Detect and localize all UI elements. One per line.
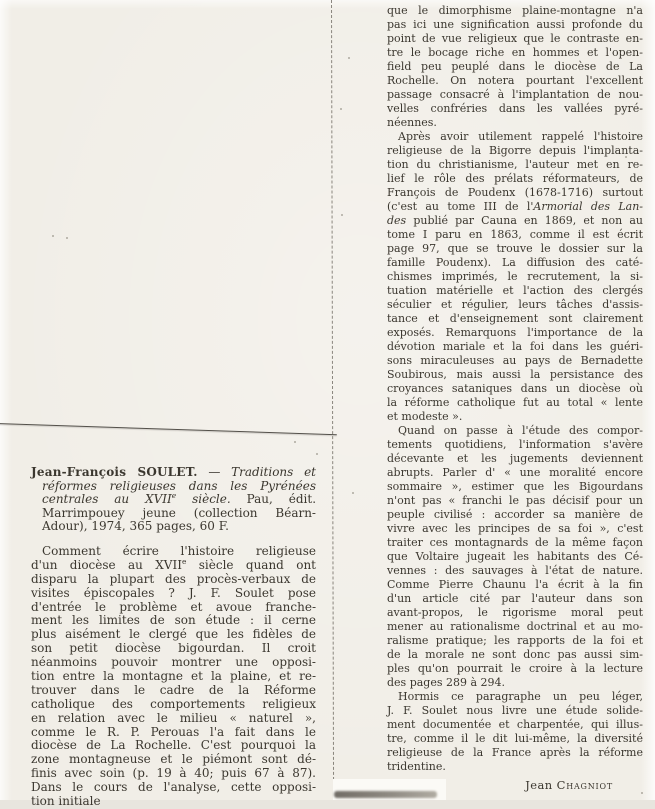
scan-speck — [316, 453, 318, 455]
left-column-body — [31, 545, 316, 809]
text-line: traiter ces montagnards de la même façon — [387, 536, 643, 549]
signature-last-name: Chagniot — [556, 778, 613, 792]
text-line: passage consacré à l'implantation de nou- — [387, 88, 643, 101]
right-column — [387, 4, 643, 792]
text-line: des publié par Cauna en 1869, et non au — [387, 214, 643, 227]
text-line: ment documentée et charpentée, qui illus- — [387, 718, 643, 731]
right-column-body — [387, 4, 643, 774]
text-line: famille Poudenx). La diffusion des caté- — [387, 256, 643, 269]
text-line: que le dimorphisme plaine-montagne n'a — [387, 4, 643, 17]
text-line: disparu la plupart des procès-verbaux de — [31, 571, 316, 586]
text-line: néennes. — [387, 116, 437, 129]
text-line: tre le bocage riche en hommes et l'open- — [387, 46, 643, 59]
text-line: tre, comme il le dit lui-même, la diversité — [387, 732, 643, 745]
text-line: Soubirous, mais aussi la persistance des — [387, 368, 643, 381]
text-line: abrupts. Parler d' « une moralité encore — [387, 466, 643, 479]
text-line: avant-propos, le rigorisme moral peut — [387, 606, 643, 619]
scan-smudge-dark — [334, 791, 437, 798]
scan-speck — [52, 235, 54, 237]
text-line: catholique des comportements religieux — [31, 696, 316, 711]
scan-speck — [352, 492, 354, 494]
scan-speck — [625, 156, 627, 158]
text-line: pas ici une signification aussi profonde du — [387, 18, 643, 31]
scan-speck — [341, 214, 343, 216]
text-line: tion du christianisme, l'auteur met en re- — [387, 158, 643, 171]
text-line: exposés. Remarquons l'importance de la — [387, 326, 643, 339]
text-line: tance et d'enseignement sont clairement — [387, 312, 643, 325]
text-line: réformes religieuses dans les Pyrénées — [42, 478, 316, 493]
text-line: tridentine. — [387, 760, 446, 773]
text-line: plus aisément le clergé que les fidèles de — [31, 627, 316, 642]
text-line: en relation avec le milieu « naturel », — [31, 710, 316, 725]
text-line: n'ont pas « franchi le pas décisif pour un — [387, 494, 643, 507]
text-line: décevante et les jugements deviennent — [387, 452, 643, 465]
scan-speck — [294, 441, 296, 443]
text-line: centrales au XVIIe siècle. Pau, édit. — [42, 491, 317, 507]
text-line: religieuse de la Bigorre depuis l'implanta- — [387, 144, 643, 157]
text-line: page 97, que se trouve le dossier sur la — [387, 242, 643, 255]
signature-first-name: Jean — [525, 778, 557, 792]
scan-speck — [66, 237, 68, 239]
text-line: Rochelle. On notera pourtant l'excellent — [387, 74, 643, 87]
text-line: (c'est au tome III de l'Armorial des Lan- — [387, 200, 643, 213]
text-line: peuple civilisé : accorder sa manière de — [387, 508, 643, 521]
text-line: sommaire », estimer que les Bigourdans — [387, 480, 643, 493]
text-line: Hormis ce paragraphe un peu léger, — [398, 690, 643, 703]
text-line: zone montagneuse et le piémont sont dé- — [31, 752, 316, 767]
text-line: d'entrée le problème et avoue franche- — [31, 599, 316, 614]
text-line: d'un article cité par l'auteur dans son — [387, 592, 643, 605]
text-line: néanmoins pouvoir montrer une opposi- — [31, 655, 316, 670]
text-line: tion entre la montagne et la plaine, et re- — [31, 668, 316, 683]
text-line: mener au rationalisme doctrinal et au mo- — [387, 620, 643, 633]
text-line: vennes : des sauvages à l'état de nature. — [387, 564, 643, 577]
text-line: Dans le cours de l'analyse, cette opposi- — [31, 780, 316, 795]
text-line: vivre avec les principes de sa foi », c'est — [387, 522, 643, 535]
text-line: Quand on passe à l'étude des compor- — [398, 424, 643, 437]
text-line: lief le rôle des prélats réformateurs, de — [387, 172, 643, 185]
left-column — [31, 466, 316, 809]
text-line: trouver dans le cadre de la Réforme — [31, 682, 316, 697]
text-line: ment les limites de son étude : il cerne — [31, 613, 316, 628]
text-line: son petit diocèse bigourdan. Il croit — [31, 641, 316, 656]
scan-speck — [340, 108, 342, 110]
left-clipping-top-edge-line — [0, 423, 337, 435]
text-line: comme le R. P. Perouas l'a fait dans le — [31, 724, 316, 739]
text-line: field peu peuplé dans le diocèse de La — [387, 60, 643, 73]
text-line: J. F. Soulet nous livre une étude solide- — [387, 704, 643, 717]
text-line: diocèse de La Rochelle. C'est pourquoi la — [31, 738, 316, 753]
text-line: ples qu'on pourrait le croire à la lecture — [387, 662, 643, 675]
text-line: dévotion mariale et la foi dans les guéri- — [387, 340, 643, 353]
text-line: tuation matérielle et l'action des clergés — [387, 284, 643, 297]
text-line: religieuse de la France après la réforme — [387, 746, 643, 759]
text-line: tome I paru en 1863, comme il est écrit — [387, 228, 643, 241]
text-line: croyances sataniques dans un diocèse où — [387, 382, 643, 395]
text-line: tion initiale — [31, 794, 101, 808]
text-line: et modeste ». — [387, 410, 463, 423]
clipping-gutter-dashed-line — [331, 0, 334, 800]
text-line: velles confréries dans les vallées pyré- — [387, 102, 643, 115]
text-line: Jean-François SOULET. — Traditions et — [31, 465, 316, 479]
scan-speck — [348, 57, 350, 59]
text-line: Adour), 1974, 365 pages, 60 F. — [42, 519, 229, 534]
text-line: d'un diocèse au XVIIe siècle quand ont — [31, 556, 317, 572]
text-line: la réforme catholique fut au total « lente — [387, 396, 643, 409]
text-line: sons miraculeuses au pays de Bernadette — [387, 354, 643, 367]
scan-speck — [641, 792, 643, 794]
text-line: que Voltaire jugeait les habitants des Cé- — [387, 550, 643, 563]
text-line: de la morale ne sont donc pas aussi sim- — [387, 648, 643, 661]
text-line: chismes imprimés, le recrutement, la si- — [387, 270, 643, 283]
text-line: finis avec soin (p. 19 à 40; puis 67 à 87). — [31, 766, 316, 781]
text-line: ralisme pratique; les rapports de la foi et — [387, 634, 643, 647]
text-line: Marrimpouey jeune (collection Béarn- — [42, 505, 316, 520]
bibliography-entry — [31, 466, 316, 534]
text-line: séculier et régulier, leurs tâches d'assis- — [387, 298, 643, 311]
text-line: Comment écrire l'histoire religieuse — [42, 543, 316, 558]
text-line: visites épiscopales ? J. F. Soulet pose — [31, 585, 316, 600]
text-line: François de Poudenx (1678-1716) surtout — [387, 186, 643, 199]
text-line: tements quotidiens, l'information s'avère — [387, 438, 643, 451]
text-line: des pages 289 à 294. — [387, 676, 506, 689]
text-line: Comme Pierre Chaunu l'a écrit à la fin — [387, 578, 643, 591]
text-line: point de vue religieux que le contraste en- — [387, 32, 643, 45]
text-line: Après avoir utilement rappelé l'histoire — [398, 130, 643, 143]
